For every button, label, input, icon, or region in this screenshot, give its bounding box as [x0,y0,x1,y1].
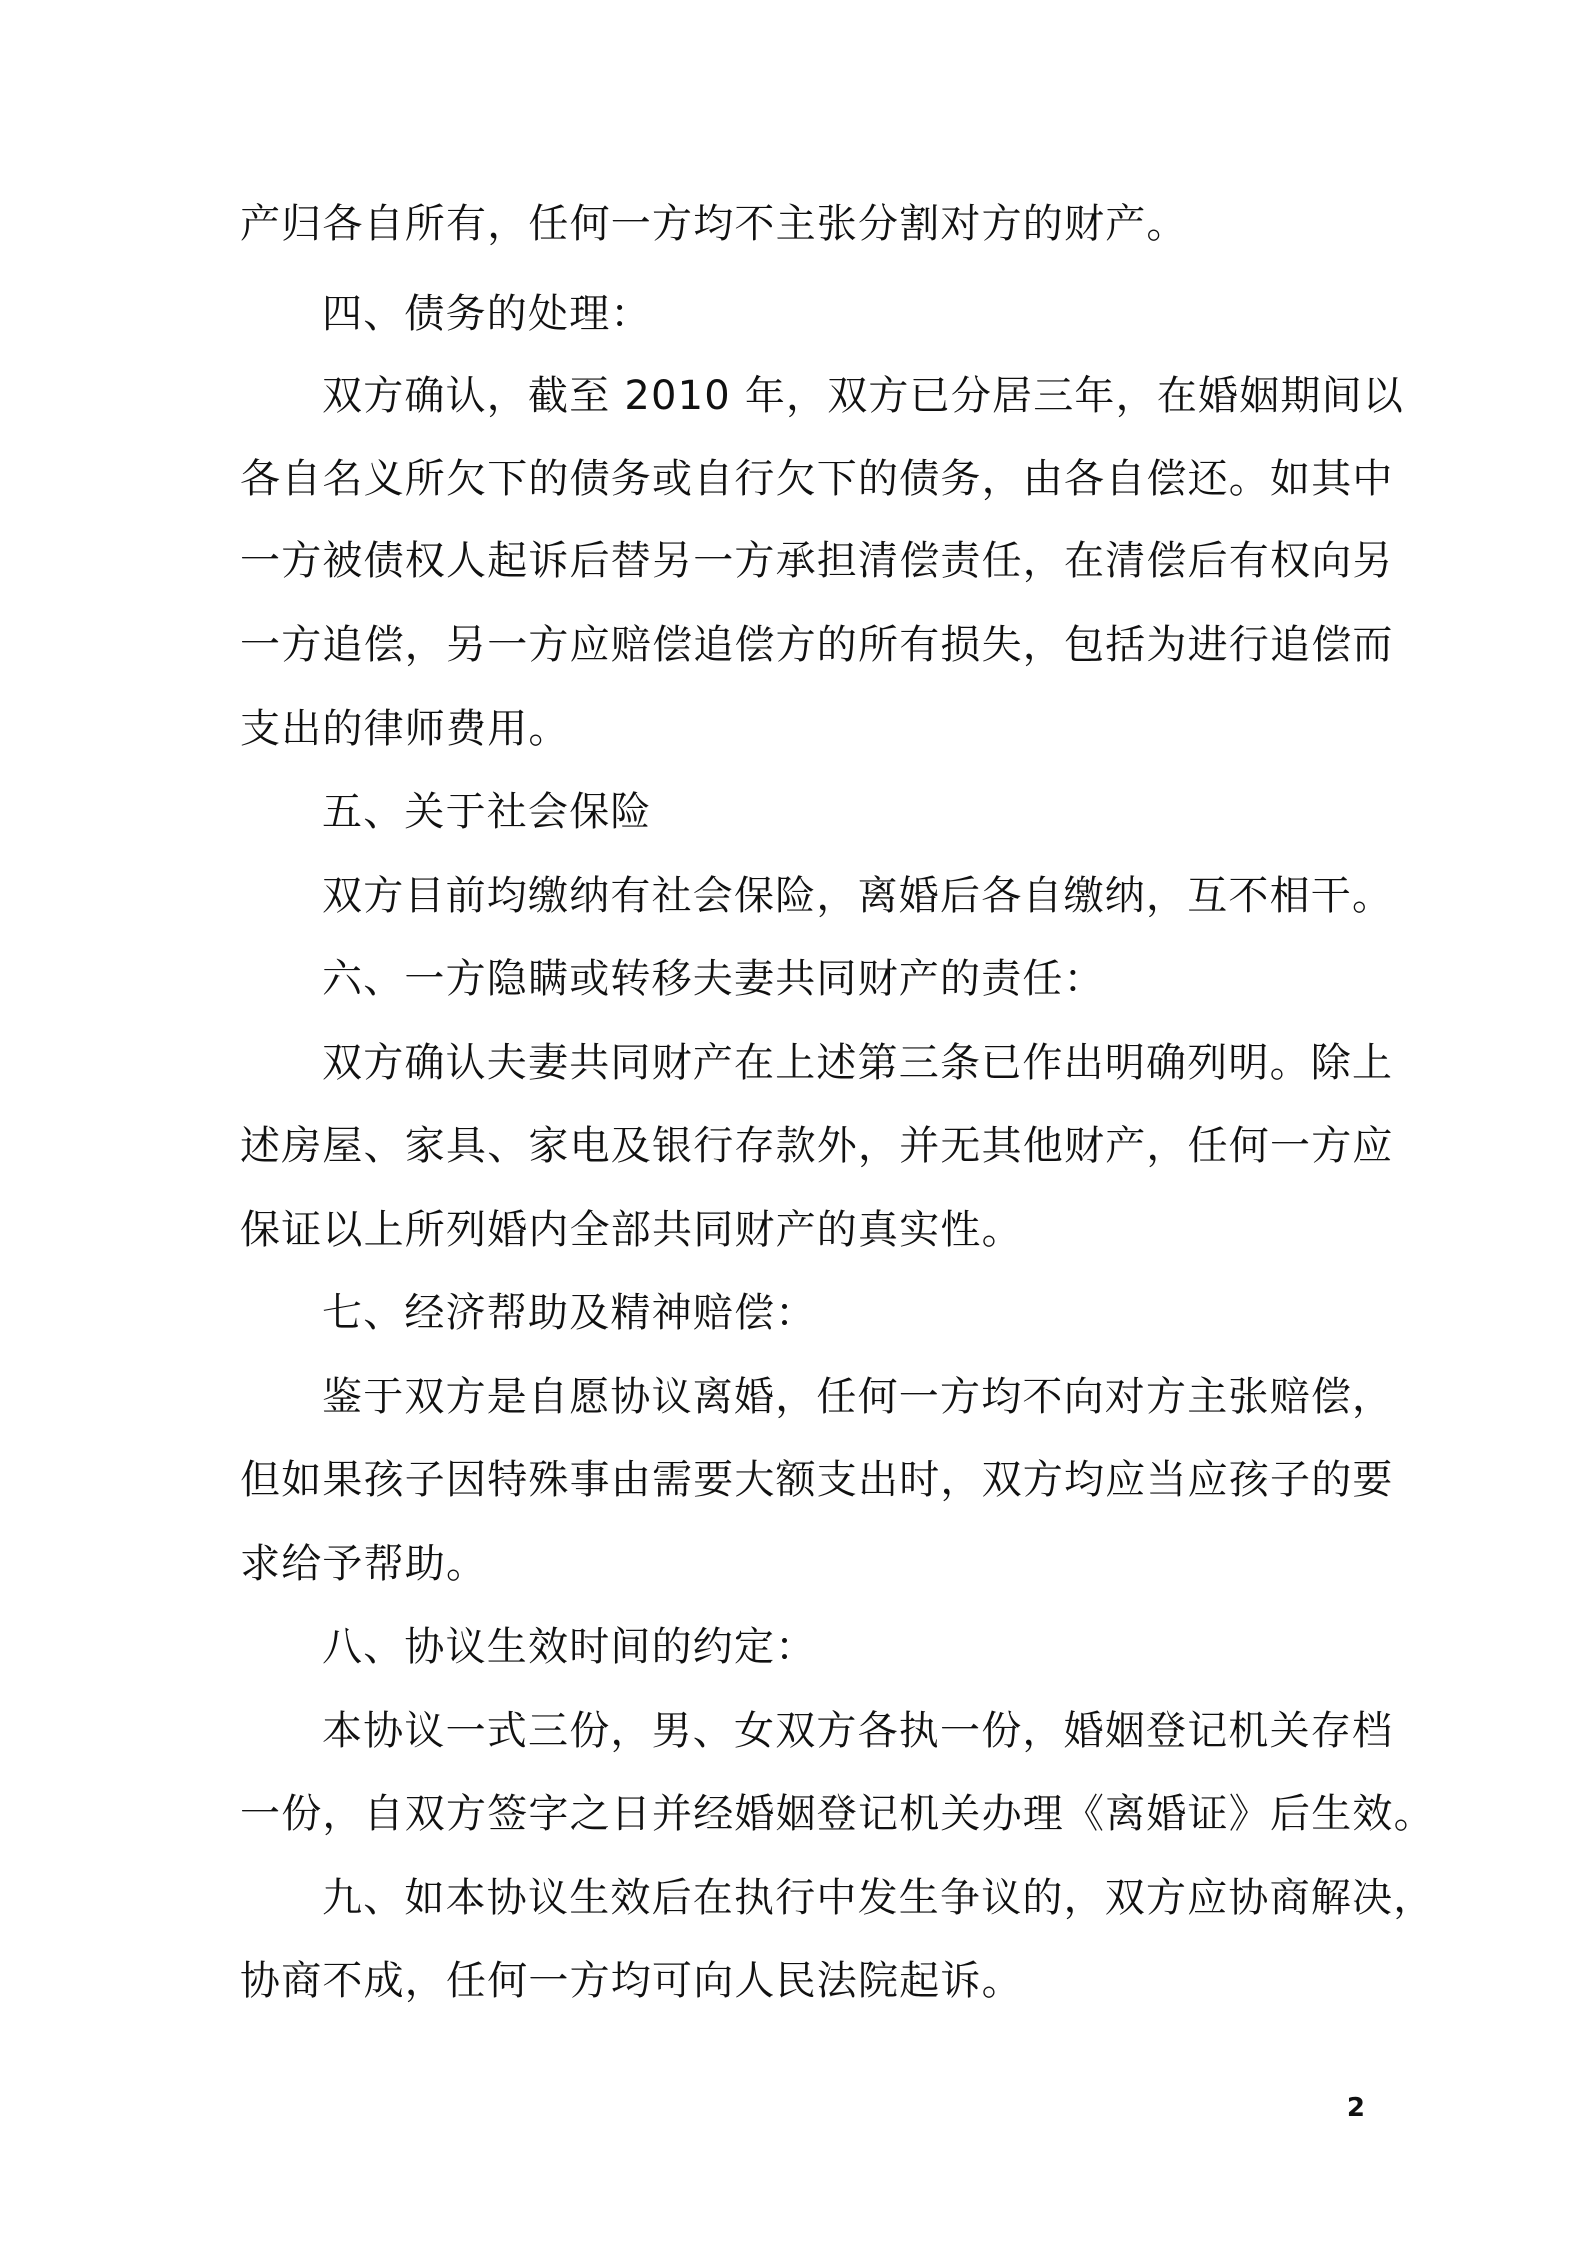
paragraph-line: 一份，自双方签字之日并经婚姻登记机关办理《离婚证》后生效。 [240,1791,1435,1837]
paragraph-line: 一方被债权人起诉后替另一方承担清偿责任，在清偿后有权向另 [240,538,1394,584]
paragraph-line: 支出的律师费用。 [240,706,570,752]
paragraph-line: 九、如本协议生效后在执行中发生争议的，双方应协商解决， [322,1875,1435,1921]
paragraph-line: 本协议一式三份，男、女双方各执一份，婚姻登记机关存档 [322,1708,1394,1754]
section-heading: 七、经济帮助及精神赔偿： [322,1290,817,1336]
paragraph-line: 一方追偿，另一方应赔偿追偿方的所有损失，包括为进行追偿而 [240,622,1394,668]
paragraph-line: 鉴于双方是自愿协议离婚，任何一方均不向对方主张赔偿， [322,1374,1394,1420]
paragraph-line: 保证以上所列婚内全部共同财产的真实性。 [240,1207,1023,1253]
paragraph-line: 求给予帮助。 [240,1541,488,1587]
section-heading: 四、债务的处理： [322,291,652,337]
page-number: 2 [1346,2093,1365,2123]
paragraph-line: 产归各自所有，任何一方均不主张分割对方的财产。 [240,201,1188,247]
paragraph-line: 但如果孩子因特殊事由需要大额支出时，双方均应当应孩子的要 [240,1457,1394,1503]
paragraph-line: 各自名义所欠下的债务或自行欠下的债务，由各自偿还。如其中 [240,456,1394,502]
paragraph-line: 述房屋、家具、家电及银行存款外，并无其他财产，任何一方应 [240,1123,1394,1169]
paragraph-line: 双方确认，截至 2010 年，双方已分居三年，在婚姻期间以 [322,373,1405,419]
paragraph-line: 双方目前均缴纳有社会保险，离婚后各自缴纳，互不相干。 [322,873,1394,919]
section-heading: 八、协议生效时间的约定： [322,1624,817,1670]
paragraph-line: 协商不成，任何一方均可向人民法院起诉。 [240,1958,1023,2004]
paragraph-line: 双方确认夫妻共同财产在上述第三条已作出明确列明。除上 [322,1040,1394,1086]
section-heading: 五、关于社会保险 [322,789,652,835]
section-heading: 六、一方隐瞒或转移夫妻共同财产的责任： [322,956,1105,1002]
